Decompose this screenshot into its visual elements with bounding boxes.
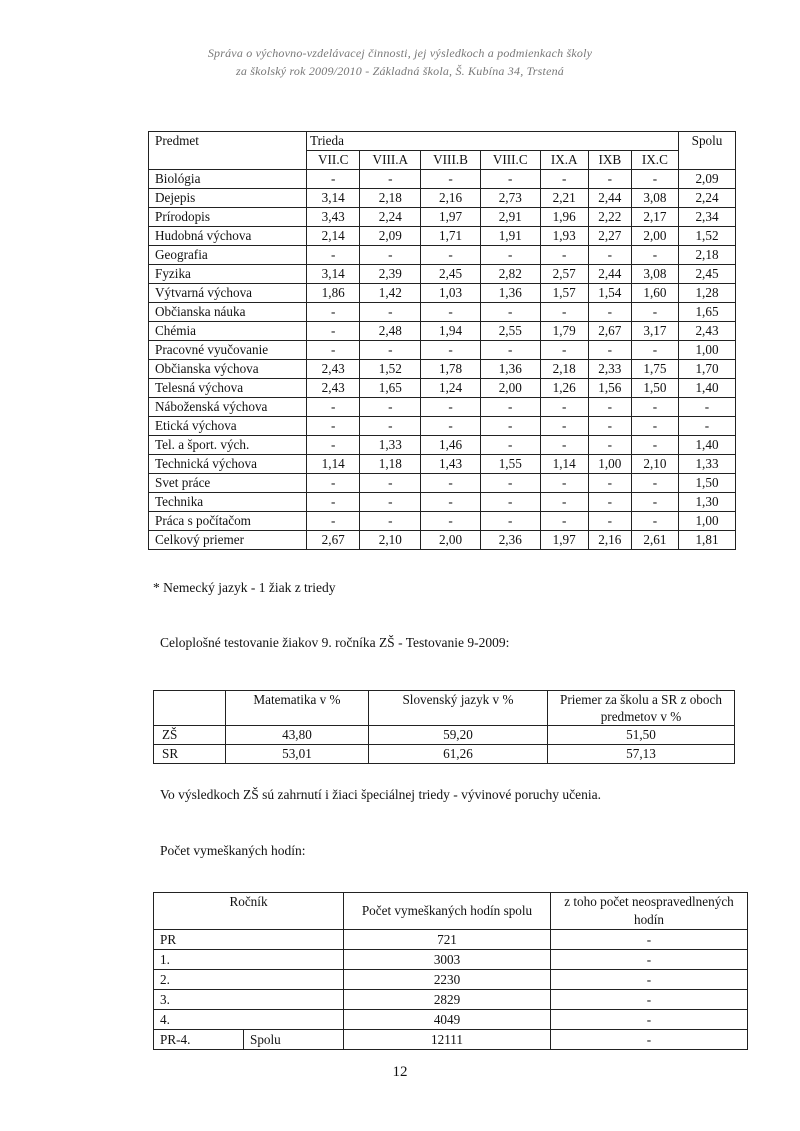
- grades-table: [148, 131, 736, 550]
- subject-name: Pracovné vyučovanie: [149, 341, 307, 360]
- testing-header-math: Matematika v %: [226, 691, 369, 726]
- subject-name: Technika: [149, 493, 307, 512]
- grade-cell: 2,17: [631, 208, 678, 227]
- grade-cell: 1,00: [588, 455, 631, 474]
- spolu-cell: 1,28: [679, 284, 736, 303]
- table-row: [154, 990, 748, 1010]
- rocnik-cell: 4.: [154, 1010, 344, 1030]
- grade-cell: 2,09: [360, 227, 421, 246]
- grade-cell: -: [588, 474, 631, 493]
- grade-cell: -: [307, 341, 360, 360]
- subject-name: Fyzika: [149, 265, 307, 284]
- grade-cell: -: [631, 398, 678, 417]
- grade-cell: 2,10: [360, 531, 421, 550]
- spolu-cell: 1,81: [679, 531, 736, 550]
- subject-name: Svet práce: [149, 474, 307, 493]
- grade-cell: -: [631, 474, 678, 493]
- grade-cell: -: [307, 436, 360, 455]
- spolu-cell: 1,00: [679, 512, 736, 531]
- grade-cell: -: [631, 512, 678, 531]
- table-row: [149, 208, 736, 227]
- grade-cell: -: [480, 436, 540, 455]
- grade-cell: -: [631, 303, 678, 322]
- grade-cell: 2,18: [360, 189, 421, 208]
- spolu-cell: 2,34: [679, 208, 736, 227]
- grade-cell: -: [588, 398, 631, 417]
- grade-cell: -: [307, 512, 360, 531]
- grade-cell: -: [540, 474, 588, 493]
- grade-cell: 1,65: [360, 379, 421, 398]
- grade-cell: 2,44: [588, 265, 631, 284]
- grade-cell: -: [360, 493, 421, 512]
- grade-cell: -: [588, 436, 631, 455]
- spolu-cell: 1,00: [679, 341, 736, 360]
- grade-cell: 3,43: [307, 208, 360, 227]
- grade-cell: -: [421, 246, 481, 265]
- table-row: [149, 531, 736, 550]
- table-row: [149, 493, 736, 512]
- rocnik-cell: 3.: [154, 990, 344, 1010]
- table-row: [154, 726, 735, 745]
- grade-cell: 1,75: [631, 360, 678, 379]
- table-row: [149, 512, 736, 531]
- table-row: [149, 284, 736, 303]
- subject-name: Tel. a šport. vých.: [149, 436, 307, 455]
- grade-cell: 1,26: [540, 379, 588, 398]
- testing-value: 51,50: [548, 726, 735, 745]
- absences-caption: Počet vymeškaných hodín:: [160, 843, 306, 858]
- page-number: 12: [392, 1064, 408, 1080]
- testing-value: 43,80: [226, 726, 369, 745]
- table-row: [149, 189, 736, 208]
- testing-header-slovak: Slovenský jazyk v %: [368, 691, 547, 726]
- absences-header-row: [154, 893, 748, 930]
- table-row: [154, 745, 735, 764]
- rocnik-cell: 2.: [154, 970, 344, 990]
- grade-cell: 2,27: [588, 227, 631, 246]
- spolu-cell: 2,18: [679, 246, 736, 265]
- class-header: VIII.B: [421, 151, 481, 170]
- grade-cell: 2,44: [588, 189, 631, 208]
- spolu-cell: 1,50: [679, 474, 736, 493]
- grade-cell: -: [480, 417, 540, 436]
- grade-cell: 2,55: [480, 322, 540, 341]
- grade-cell: -: [480, 493, 540, 512]
- grades-header-row-1: [149, 132, 736, 151]
- grade-cell: -: [307, 474, 360, 493]
- grade-cell: -: [480, 170, 540, 189]
- grade-cell: 1,24: [421, 379, 481, 398]
- grade-cell: -: [631, 417, 678, 436]
- grade-cell: 2,16: [588, 531, 631, 550]
- grade-cell: 1,42: [360, 284, 421, 303]
- absences-header-neospr: z toho počet neospravedlnených hodín: [551, 893, 748, 930]
- table-row: [149, 417, 736, 436]
- grade-cell: -: [307, 398, 360, 417]
- grade-cell: 2,24: [360, 208, 421, 227]
- spolu-cell: 1,40: [679, 436, 736, 455]
- spolu-cell: 1,70: [679, 360, 736, 379]
- subject-name: Etická výchova: [149, 417, 307, 436]
- absences-neospr-cell: -: [551, 970, 748, 990]
- testing-row-label: SR: [154, 745, 226, 764]
- total-neospr: -: [551, 1030, 748, 1050]
- grade-cell: -: [360, 474, 421, 493]
- grade-cell: 2,67: [307, 531, 360, 550]
- subject-name: Chémia: [149, 322, 307, 341]
- rocnik-cell: 1.: [154, 950, 344, 970]
- grade-cell: 1,79: [540, 322, 588, 341]
- grade-cell: -: [540, 303, 588, 322]
- grade-cell: 1,46: [421, 436, 481, 455]
- class-header: IX.A: [540, 151, 588, 170]
- grade-cell: -: [307, 170, 360, 189]
- grade-cell: 2,45: [421, 265, 481, 284]
- grade-cell: -: [421, 341, 481, 360]
- grade-cell: -: [360, 303, 421, 322]
- testing-table: [153, 690, 735, 764]
- grade-cell: 2,22: [588, 208, 631, 227]
- grade-cell: -: [540, 398, 588, 417]
- grade-cell: 1,57: [540, 284, 588, 303]
- grade-cell: -: [631, 436, 678, 455]
- spolu-cell: -: [679, 398, 736, 417]
- table-row: [154, 950, 748, 970]
- grade-cell: 1,71: [421, 227, 481, 246]
- grade-cell: 3,08: [631, 265, 678, 284]
- grade-cell: -: [307, 303, 360, 322]
- grade-cell: -: [307, 246, 360, 265]
- grade-cell: 1,03: [421, 284, 481, 303]
- class-header: VIII.C: [480, 151, 540, 170]
- grade-cell: -: [360, 512, 421, 531]
- absences-neospr-cell: -: [551, 1010, 748, 1030]
- absences-spolu-cell: 2829: [344, 990, 551, 1010]
- grade-cell: 1,86: [307, 284, 360, 303]
- testing-value: 57,13: [548, 745, 735, 764]
- grade-cell: 1,50: [631, 379, 678, 398]
- remark-text: Vo výsledkoch ZŠ sú zahrnutí i žiaci špeciálnej triedy - vývinové poruchy učenia.: [160, 787, 602, 802]
- grade-cell: 1,52: [360, 360, 421, 379]
- absences-neospr-cell: -: [551, 990, 748, 1010]
- spolu-cell: 1,30: [679, 493, 736, 512]
- grade-cell: -: [588, 246, 631, 265]
- testing-header-average: Priemer za školu a SR z oboch predmetov v %: [548, 691, 735, 726]
- grade-cell: -: [480, 474, 540, 493]
- testing-header-empty: [154, 691, 226, 726]
- spolu-cell: 1,65: [679, 303, 736, 322]
- testing-value: 59,20: [368, 726, 547, 745]
- spolu-cell: 1,33: [679, 455, 736, 474]
- total-label: Spolu: [244, 1030, 344, 1050]
- grade-cell: -: [307, 322, 360, 341]
- grade-cell: -: [307, 417, 360, 436]
- class-header: IX.C: [631, 151, 678, 170]
- grade-cell: -: [631, 493, 678, 512]
- subject-name: Geografia: [149, 246, 307, 265]
- subject-name: Občianska náuka: [149, 303, 307, 322]
- testing-value: 53,01: [226, 745, 369, 764]
- grade-cell: 1,97: [421, 208, 481, 227]
- absences-spolu-cell: 4049: [344, 1010, 551, 1030]
- grade-cell: -: [307, 493, 360, 512]
- absences-header-spolu: Počet vymeškaných hodín spolu: [344, 893, 551, 930]
- grade-cell: -: [540, 436, 588, 455]
- grade-cell: 1,18: [360, 455, 421, 474]
- class-header: IXB: [588, 151, 631, 170]
- spolu-cell: -: [679, 417, 736, 436]
- grade-cell: -: [360, 246, 421, 265]
- grade-cell: 1,54: [588, 284, 631, 303]
- grade-cell: -: [421, 303, 481, 322]
- testing-value: 61,26: [368, 745, 547, 764]
- grade-cell: 1,91: [480, 227, 540, 246]
- subject-name: Dejepis: [149, 189, 307, 208]
- grade-cell: 2,43: [307, 379, 360, 398]
- grade-cell: 1,36: [480, 284, 540, 303]
- table-row: [149, 398, 736, 417]
- subject-name: Práca s počítačom: [149, 512, 307, 531]
- spolu-cell: 2,45: [679, 265, 736, 284]
- grade-cell: 2,61: [631, 531, 678, 550]
- absences-header-rocnik: Ročník: [154, 893, 344, 930]
- grade-cell: 1,55: [480, 455, 540, 474]
- grade-cell: 2,00: [421, 531, 481, 550]
- grade-cell: -: [540, 493, 588, 512]
- subject-name: Celkový priemer: [149, 531, 307, 550]
- grade-cell: -: [631, 246, 678, 265]
- grade-cell: -: [421, 170, 481, 189]
- grade-cell: 1,14: [540, 455, 588, 474]
- absences-neospr-cell: -: [551, 950, 748, 970]
- grade-cell: 2,00: [480, 379, 540, 398]
- table-row: [149, 322, 736, 341]
- grade-cell: -: [480, 512, 540, 531]
- grade-cell: -: [360, 341, 421, 360]
- grade-cell: -: [588, 512, 631, 531]
- table-row: [149, 455, 736, 474]
- spolu-cell: 1,52: [679, 227, 736, 246]
- grade-cell: 2,14: [307, 227, 360, 246]
- grade-cell: -: [540, 341, 588, 360]
- rocnik-cell: PR: [154, 930, 344, 950]
- grade-cell: 1,97: [540, 531, 588, 550]
- grade-cell: -: [360, 170, 421, 189]
- grade-cell: 2,39: [360, 265, 421, 284]
- class-header: VII.C: [307, 151, 360, 170]
- grade-cell: 2,10: [631, 455, 678, 474]
- subject-name: Občianska výchova: [149, 360, 307, 379]
- grade-cell: 2,82: [480, 265, 540, 284]
- header-line-1: Správa o výchovno-vzdelávacej činnosti, jej výsledkoch a podmienkach školy: [207, 46, 593, 60]
- grade-cell: -: [540, 170, 588, 189]
- grade-cell: -: [480, 398, 540, 417]
- grade-cell: -: [360, 417, 421, 436]
- grade-cell: 2,91: [480, 208, 540, 227]
- grade-cell: 2,16: [421, 189, 481, 208]
- header-line-2: za školský rok 2009/2010 - Základná škola, Š. Kubína 34, Trstená: [235, 64, 565, 78]
- grade-cell: -: [421, 417, 481, 436]
- grade-cell: 2,00: [631, 227, 678, 246]
- grade-cell: -: [480, 341, 540, 360]
- subject-name: Biológia: [149, 170, 307, 189]
- table-row: [154, 930, 748, 950]
- grade-cell: 1,78: [421, 360, 481, 379]
- testing-caption: Celoplošné testovanie žiakov 9. ročníka ZŠ - Testovanie 9-2009:: [160, 635, 510, 650]
- table-row: [154, 1010, 748, 1030]
- grade-cell: 2,57: [540, 265, 588, 284]
- grade-cell: 1,43: [421, 455, 481, 474]
- subject-name: Hudobná výchova: [149, 227, 307, 246]
- grade-cell: 2,43: [307, 360, 360, 379]
- grade-cell: 1,96: [540, 208, 588, 227]
- trieda-header: Trieda: [307, 132, 679, 151]
- grade-cell: -: [421, 493, 481, 512]
- grade-cell: 1,36: [480, 360, 540, 379]
- spolu-cell: 2,24: [679, 189, 736, 208]
- table-row: [149, 360, 736, 379]
- table-row: [149, 436, 736, 455]
- grade-cell: -: [588, 417, 631, 436]
- grade-cell: 1,33: [360, 436, 421, 455]
- footnote: * Nemecký jazyk - 1 žiak z triedy: [153, 580, 336, 595]
- grade-cell: -: [588, 303, 631, 322]
- subject-name: Prírodopis: [149, 208, 307, 227]
- table-row: [149, 303, 736, 322]
- grade-cell: -: [588, 493, 631, 512]
- page-header: [120, 44, 680, 80]
- subject-name: Náboženská výchova: [149, 398, 307, 417]
- grade-cell: -: [360, 398, 421, 417]
- subject-column-header: Predmet: [149, 132, 307, 170]
- absences-table: [153, 892, 748, 1050]
- table-row: [149, 474, 736, 493]
- absences-spolu-cell: 3003: [344, 950, 551, 970]
- grade-cell: -: [588, 341, 631, 360]
- subject-name: Technická výchova: [149, 455, 307, 474]
- grade-cell: 3,14: [307, 189, 360, 208]
- grade-cell: 2,21: [540, 189, 588, 208]
- grade-cell: -: [480, 303, 540, 322]
- spolu-cell: 2,43: [679, 322, 736, 341]
- absences-spolu-cell: 2230: [344, 970, 551, 990]
- grade-cell: -: [540, 246, 588, 265]
- grade-cell: 3,17: [631, 322, 678, 341]
- grade-cell: -: [421, 474, 481, 493]
- table-row: [149, 170, 736, 189]
- grade-cell: 2,67: [588, 322, 631, 341]
- grade-cell: -: [631, 170, 678, 189]
- grade-cell: -: [540, 417, 588, 436]
- grade-cell: -: [421, 398, 481, 417]
- grade-cell: 2,73: [480, 189, 540, 208]
- grade-cell: 3,14: [307, 265, 360, 284]
- grade-cell: 1,94: [421, 322, 481, 341]
- grade-cell: 2,33: [588, 360, 631, 379]
- testing-row-label: ZŠ: [154, 726, 226, 745]
- grade-cell: 1,60: [631, 284, 678, 303]
- grade-cell: 1,56: [588, 379, 631, 398]
- table-row: [149, 227, 736, 246]
- table-row: [149, 246, 736, 265]
- grade-cell: 2,36: [480, 531, 540, 550]
- grade-cell: 3,08: [631, 189, 678, 208]
- total-rocnik: PR-4.: [154, 1030, 244, 1050]
- grade-cell: 2,18: [540, 360, 588, 379]
- class-header: VIII.A: [360, 151, 421, 170]
- spolu-cell: 2,09: [679, 170, 736, 189]
- grade-cell: 2,48: [360, 322, 421, 341]
- table-row: [149, 341, 736, 360]
- grade-cell: 1,93: [540, 227, 588, 246]
- table-row: [149, 379, 736, 398]
- spolu-cell: 1,40: [679, 379, 736, 398]
- grade-cell: -: [631, 341, 678, 360]
- table-row: [149, 265, 736, 284]
- total-spolu: 12111: [344, 1030, 551, 1050]
- grade-cell: -: [588, 170, 631, 189]
- subject-name: Telesná výchova: [149, 379, 307, 398]
- grade-cell: 1,14: [307, 455, 360, 474]
- absences-neospr-cell: -: [551, 930, 748, 950]
- table-row: [154, 970, 748, 990]
- total-row: [154, 1030, 748, 1050]
- spolu-column-header: Spolu: [679, 132, 736, 170]
- absences-spolu-cell: 721: [344, 930, 551, 950]
- subject-name: Výtvarná výchova: [149, 284, 307, 303]
- grade-cell: -: [421, 512, 481, 531]
- grade-cell: -: [480, 246, 540, 265]
- grade-cell: -: [540, 512, 588, 531]
- testing-header-row: [154, 691, 735, 726]
